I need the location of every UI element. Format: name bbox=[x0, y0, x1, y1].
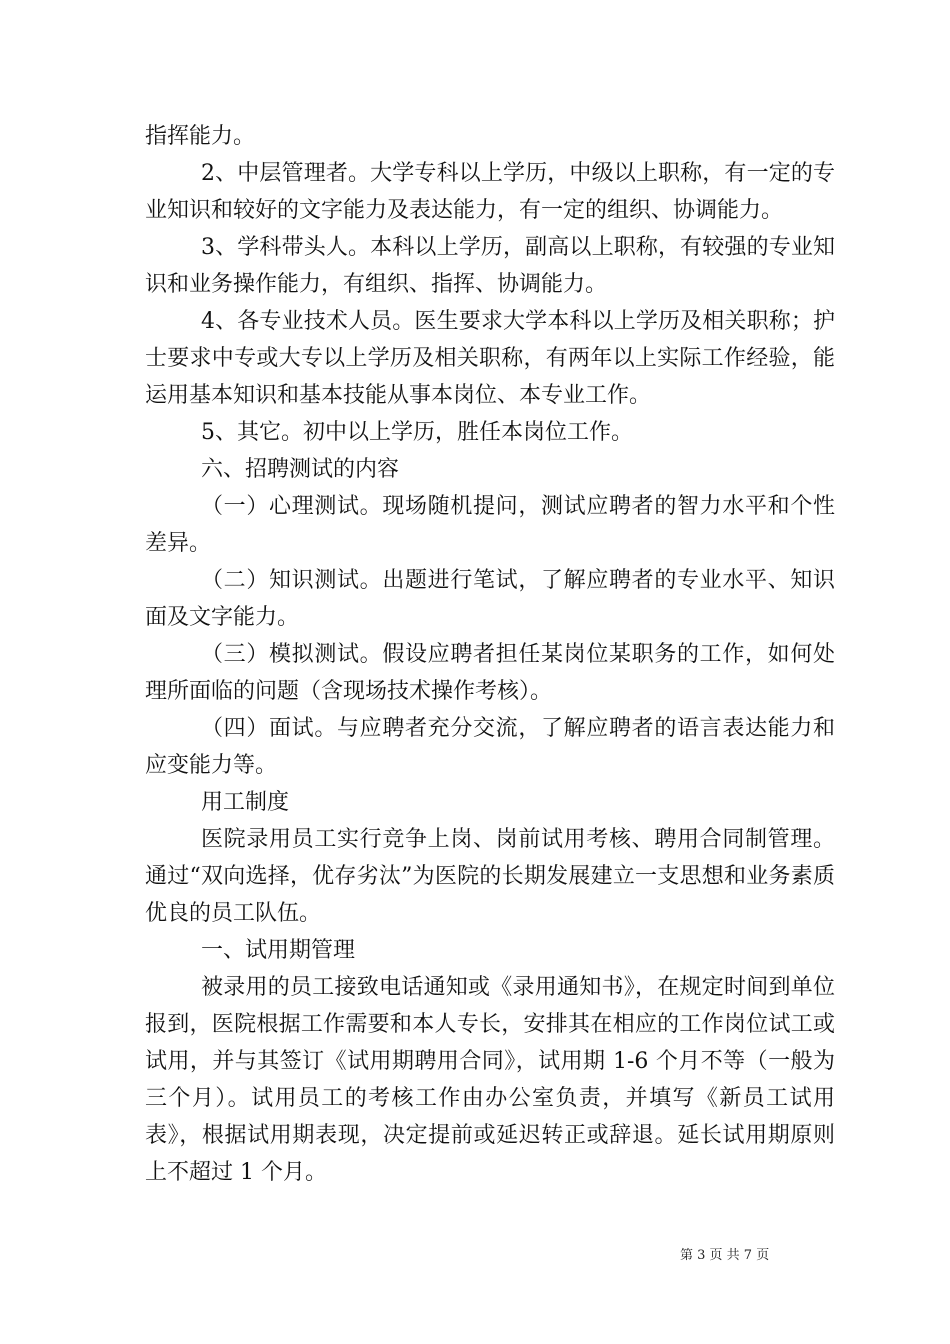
paragraph: 4、各专业技术人员。医生要求大学本科以上学历及相关职称；护士要求中专或大专以上学历及相关职称，有两年以上实际工作经验，能运用基本知识和基本技能从事本岗位、本专业工作。 bbox=[145, 309, 835, 408]
paragraph: 5、其它。初中以上学历，胜任本岗位工作。 bbox=[201, 420, 633, 445]
paragraph: （四）面试。与应聘者充分交流，了解应聘者的语言表达能力和应变能力等。 bbox=[145, 716, 835, 778]
paragraph: 3、学科带头人。本科以上学历，副高以上职称，有较强的专业知识和业务操作能力，有组织、指挥、协调能力。 bbox=[145, 235, 835, 297]
paragraph: （二）知识测试。出题进行笔试，了解应聘者的专业水平、知识面及文字能力。 bbox=[145, 568, 835, 630]
paragraph: 2、中层管理者。大学专科以上学历，中级以上职称，有一定的专业知识和较好的文字能力及表达能力，有一定的组织、协调能力。 bbox=[145, 161, 835, 223]
section-heading: 一、试用期管理 bbox=[201, 938, 356, 963]
section-heading: 六、招聘测试的内容 bbox=[201, 457, 400, 482]
paragraph: （三）模拟测试。假设应聘者担任某岗位某职务的工作，如何处理所面临的问题（含现场技术操作考核）。 bbox=[145, 642, 835, 704]
page-number-footer: 第 3 页 共 7 页 bbox=[680, 1248, 770, 1263]
paragraph: （一）心理测试。现场随机提问，测试应聘者的智力水平和个性差异。 bbox=[145, 494, 835, 556]
document-body bbox=[145, 118, 835, 1191]
section-heading: 用工制度 bbox=[201, 790, 290, 815]
paragraph: 医院录用员工实行竞争上岗、岗前试用考核、聘用合同制管理。通过“双向选择，优存劣汰”为医院的长期发展建立一支思想和业务素质优良的员工队伍。 bbox=[145, 827, 835, 926]
paragraph: 指挥能力。 bbox=[145, 124, 256, 149]
paragraph: 被录用的员工接致电话通知或《录用通知书》，在规定时间到单位报到，医院根据工作需要和本人专长，安排其在相应的工作岗位试工或试用，并与其签订《试用期聘用合同》，试用期 1-6 个月不等（一般为三个月）。试用员工的考核工作由办公室负责，并填写《新员工试用表》，根据试用期表现，决定提前或延迟转正或辞退。延长试用期原则上不超过 1 个月。 bbox=[145, 975, 835, 1185]
